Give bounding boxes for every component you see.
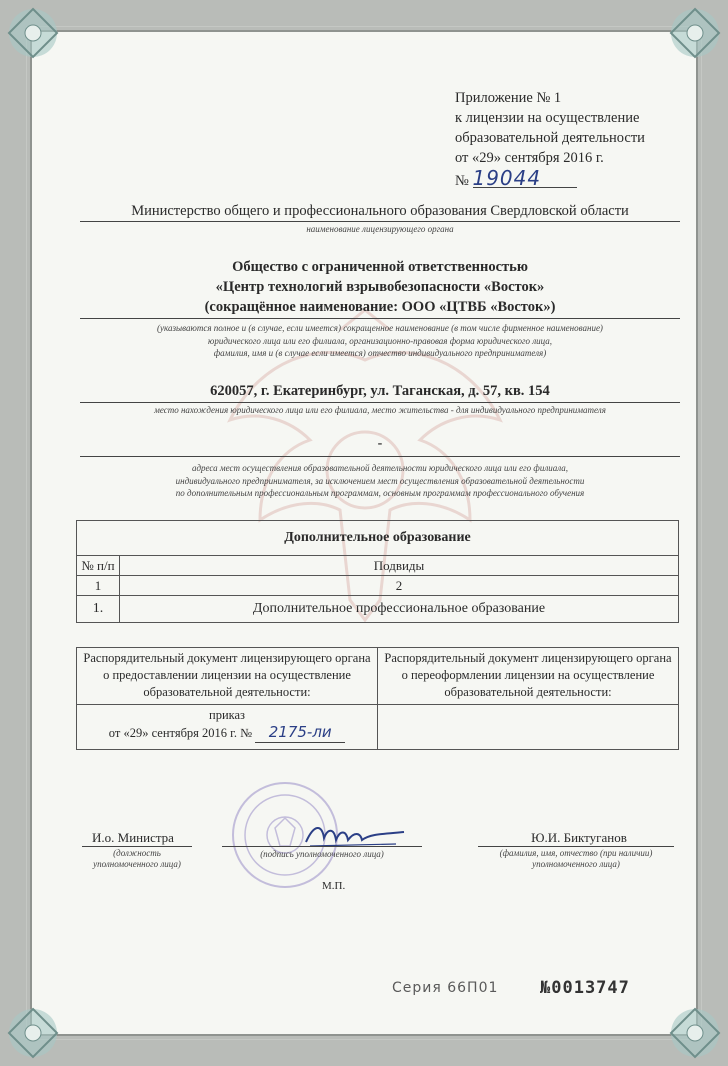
order-reissue-details xyxy=(378,705,679,750)
order-date-line xyxy=(80,724,374,743)
divider xyxy=(478,846,674,847)
appendix-block xyxy=(455,88,655,191)
education-table xyxy=(76,520,679,623)
divider xyxy=(80,318,680,319)
divider xyxy=(80,456,680,457)
column-header-subtypes: Подвиды xyxy=(120,556,679,576)
divider xyxy=(80,402,680,403)
caption-line: по дополнительным профессиональным программам, основным программам профессионального обучения xyxy=(175,488,585,498)
orders-table xyxy=(76,647,679,750)
appendix-line: Приложение № 1 xyxy=(455,90,562,106)
row-subtype: Дополнительное профессиональное образование xyxy=(120,596,679,623)
table-row xyxy=(77,596,679,623)
row-number: 1. xyxy=(77,596,120,623)
appendix-date: от «29» сентября 2016 г. xyxy=(455,150,604,166)
divider xyxy=(82,846,192,847)
corner-ornament-icon xyxy=(2,2,64,64)
corner-ornament-icon xyxy=(664,1002,726,1064)
caption-line: фамилия, имя и (в случае если имеется) отчество индивидуального предпринимателя) xyxy=(213,348,547,358)
order-reissue-header: Распорядительный документ лицензирующего органа о переоформлении лицензии на осуществление образовательной деятельности: xyxy=(378,648,679,705)
license-number-line xyxy=(455,168,655,191)
organization-name xyxy=(80,257,680,317)
caption-line: юридического лица или его филиала, организационно-правовая форма юридического лица, xyxy=(207,335,553,346)
order-word: приказ xyxy=(209,708,245,722)
organization-line: Общество с ограниченной ответственностью xyxy=(232,259,528,275)
education-table-title: Дополнительное образование xyxy=(77,521,679,556)
organization-line: (сокращённое наименование: ООО «ЦТВБ «Восток») xyxy=(204,299,556,315)
caption-line: адреса мест осуществления образовательной деятельности юридического лица или его филиала, xyxy=(191,463,569,473)
activity-places-value: - xyxy=(377,436,383,451)
licensing-authority-caption: наименование лицензирующего органа xyxy=(306,224,454,234)
order-date: от «29» сентября 2016 г. № xyxy=(108,726,253,740)
organization-caption xyxy=(80,322,680,360)
license-number: 19044 xyxy=(472,166,542,190)
signer-name-caption: (фамилия, имя, отчество (при наличии) уполномоченного лица) xyxy=(499,848,653,869)
order-grant-header: Распорядительный документ лицензирующего органа о предоставлении лицензии на осуществление образовательной деятельности: xyxy=(77,648,378,705)
order-grant-details xyxy=(77,705,378,750)
seal-place-mark: М.П. xyxy=(322,880,346,892)
organization-line: «Центр технологий взрывобезопасности «Восток» xyxy=(215,279,545,295)
corner-ornament-icon xyxy=(2,1002,64,1064)
signature-caption: (подпись уполномоченного лица) xyxy=(260,849,384,859)
corner-ornament-icon xyxy=(664,2,726,64)
signer-position-caption: (должность уполномоченного лица) xyxy=(93,848,181,869)
form-series: Серия 66П01 xyxy=(392,980,499,996)
form-serial-number: №0013747 xyxy=(540,978,630,998)
activity-places-caption xyxy=(80,462,680,500)
column-index: 2 xyxy=(120,576,679,596)
licensing-authority-name: Министерство общего и профессионального образования Свердловской области xyxy=(80,203,680,222)
column-header-number: № п/п xyxy=(77,556,120,576)
signer-name: Ю.И. Биктуганов xyxy=(531,830,627,845)
column-index: 1 xyxy=(77,576,120,596)
number-sign: № xyxy=(455,173,469,189)
divider xyxy=(222,846,422,847)
organization-address: 620057, г. Екатеринбург, ул. Таганская, д. 57, кв. 154 xyxy=(210,383,550,399)
order-number: 2175-ли xyxy=(268,723,332,741)
address-caption: место нахождения юридического лица или его филиала, место жительства - для индивидуального предпринимателя xyxy=(154,405,606,415)
caption-line: (указываются полное и (в случае, если имеется) сокращенное наименование (в том числе фирменное наименование) xyxy=(157,323,603,333)
signer-position: И.о. Министра xyxy=(92,830,174,845)
caption-line: индивидуального предпринимателя, за исключением мест осуществления образовательной деятельности xyxy=(175,475,585,486)
appendix-line: образовательной деятельности xyxy=(455,130,645,146)
appendix-line: к лицензии на осуществление xyxy=(455,110,640,126)
